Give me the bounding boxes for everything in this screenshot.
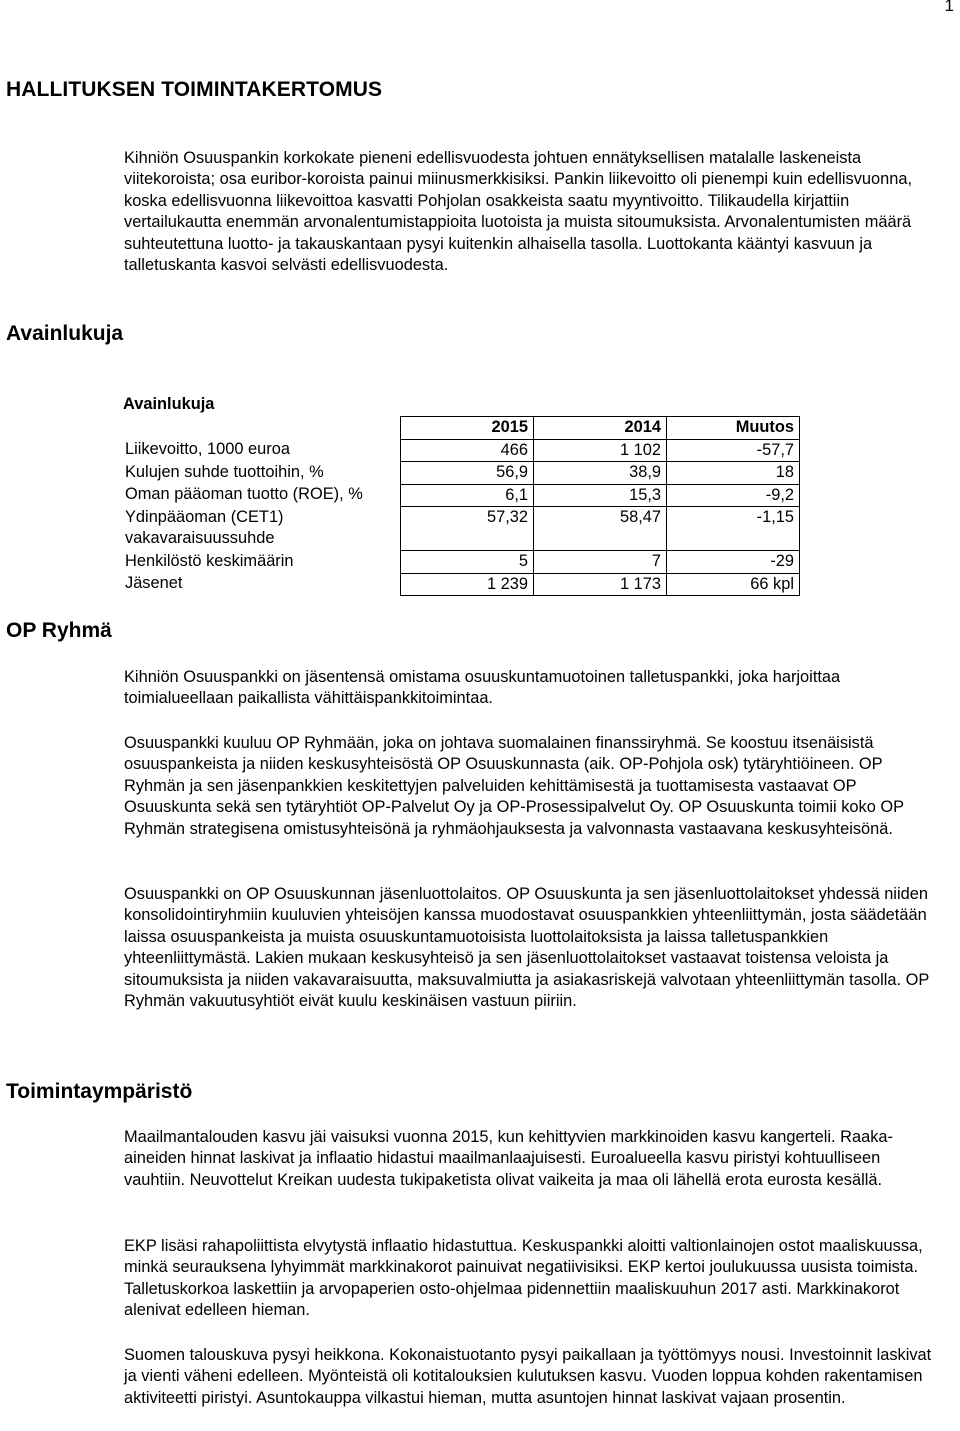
cell-2014: 7 — [534, 551, 667, 574]
section-text-avainlukuja — [124, 148, 940, 276]
paragraph: Osuuspankki kuuluu OP Ryhmään, joka on johtava suomalainen finanssiryhmä. Se koostuu itsenäisistä osuuspankeista ja niiden keskusyhteisöstä OP Osuuskunnasta (aik. OP-Pohjola osk) tytäryhtiöineen. OP Ryhmän ja sen jäsenpankkien keskitettyjen palveluiden kehittämisestä ja tuottamisesta vastaavat OP Osuuskunta sekä sen tytäryhtiöt OP-Palvelut Oy ja OP-Prosessipalvelut Oy. OP Osuuskunta toimii koko OP Ryhmän strategisena omistusyhteisönä ja ryhmäohjauksesta ja valvonnasta vastaavana keskusyhteisönä. — [124, 734, 904, 838]
cell-2015: 466 — [401, 439, 534, 462]
cell-change: 66 kpl — [667, 573, 800, 596]
cell-2014: 58,47 — [534, 507, 667, 551]
row-label: Kulujen suhde tuottoihin, % — [125, 462, 324, 481]
cell-change: 18 — [667, 462, 800, 485]
cell-2014: 1 102 — [534, 439, 667, 462]
table-header-row — [123, 417, 800, 440]
section-text-toimintaymparisto-2 — [124, 1236, 940, 1322]
paragraph: Suomen talouskuva pysyi heikkona. Kokonaistuotanto pysyi paikallaan ja työttömyys nousi. Investoinnit laskivat ja vienti väheni edelleen. Myönteistä oli kotitalouksien kulutuksen kasvu. Vuoden loppua kohden rakentamisen aktiviteetti piristyi. Asuntokauppa vilkastui hieman, mutta asuntojen hinnat laskivat vajaan prosentin. — [124, 1346, 932, 1407]
table-row — [123, 484, 800, 507]
section-heading-op-ryhma: OP Ryhmä — [6, 619, 112, 642]
row-label: Ydinpääoman (CET1) vakavaraisuussuhde — [125, 507, 284, 547]
row-label: Henkilöstö keskimäärin — [125, 551, 294, 570]
cell-2015: 57,32 — [401, 507, 534, 551]
row-label: Liikevoitto, 1000 euroa — [125, 440, 290, 458]
table-title: Avainlukuja — [123, 395, 215, 413]
key-figures-table — [123, 416, 800, 596]
cell-2014: 1 173 — [534, 573, 667, 596]
key-figures-table-block — [123, 392, 803, 596]
cell-2015: 6,1 — [401, 484, 534, 507]
table-row — [123, 439, 800, 462]
paragraph: Maailmantalouden kasvu jäi vaisuksi vuonna 2015, kun kehittyvien markkinoiden kasvu kangerteli. Raaka-aineiden hinnat laskivat ja inflaatio hidastui maailmanlaajuisesti. Euroalueella kasvu piristyi kohtuulliseen vauhtiin. Neuvottelut Kreikan uudesta tukipaketista olivat vaikeita ja maa oli lähellä erota eurosta kesällä. — [124, 1128, 893, 1189]
table-row — [123, 507, 800, 551]
header-empty-cell — [123, 417, 401, 440]
header-muutos: Muutos — [667, 417, 800, 440]
cell-change: -1,15 — [667, 507, 800, 551]
row-label: Oman pääoman tuotto (ROE), % — [125, 485, 363, 503]
document-title: HALLITUKSEN TOIMINTAKERTOMUS — [6, 78, 383, 101]
paragraph: Osuuspankki on OP Osuuskunnan jäsenluottolaitos. OP Osuuskunta ja sen jäsenluottolaitokset yhdessä niiden konsolidointiryhmiin kuuluvien yhteisöjen kanssa muodostavat osuuspankkien yhteenliittymän, josta säädetään laissa osuuspankeista ja muista osuuskuntamuotoisista luottolaitoksista ja laissa talletuspankkien yhteenliittymästä. Lakien mukaan keskusyhteisö ja sen jäsenluottolaitokset vastaavat toistensa veloista ja sitoumuksista ja niiden vakavaraisuutta, maksuvalmiutta ja asiakasriskejä valvotaan yhteenliittymän tasolla. OP Ryhmän vakuutusyhtiöt eivät kuulu keskinäisen vastuun piiriin. — [124, 885, 930, 1011]
section-text-op-ryhma — [124, 667, 940, 710]
paragraph: EKP lisäsi rahapoliittista elvytystä inflaatio hidastuttua. Keskuspankki aloitti valtionlainojen ostot maaliskuussa, minkä seurauksena lyhyimmät markkinakorot painuivat negatiivisiksi. EKP kertoi joulukuussa uusista toimista. Talletuskorkoa laskettiin ja arvopaperien osto-ohjelmaa pidennettiin maaliskuuhun 2017 asti. Markkinakorot alenivat edelleen hieman. — [124, 1237, 923, 1320]
header-2015: 2015 — [401, 417, 534, 440]
row-label: Jäsenet — [125, 574, 183, 592]
cell-change: -9,2 — [667, 484, 800, 507]
table-row — [123, 462, 800, 485]
table-row — [123, 551, 800, 574]
section-heading-toimintaymparisto: Toimintaympäristö — [6, 1080, 193, 1103]
header-2014: 2014 — [534, 417, 667, 440]
cell-2015: 5 — [401, 551, 534, 574]
section-text-op-ryhma-2 — [124, 733, 940, 840]
cell-2014: 15,3 — [534, 484, 667, 507]
table-row — [123, 573, 800, 596]
section-heading-avainlukuja: Avainlukuja — [6, 322, 124, 345]
cell-2014: 38,9 — [534, 462, 667, 485]
cell-change: -29 — [667, 551, 800, 574]
cell-2015: 1 239 — [401, 573, 534, 596]
paragraph: Kihniön Osuuspankin korkokate pieneni edellisvuodesta johtuen ennätyksellisen matalalle laskeneista viitekoroista; osa euribor-koroista painui miinusmerkkisiksi. Pankin liikevoitto oli pienempi kuin edellisvuonna, koska edellisvuonna liikevoittoa kasvatti Pohjolan osakkeista saatu myyntivoitto. Tilikaudella kirjattiin vertailukautta enemmän arvonalentumistappioita luotoista ja muista sitoumuksista. Arvonalentumisten määrä suhteutettuna luotto- ja takauskantaan pysyi kuitenkin alhaisella tasolla. Luottokanta kääntyi kasvuun ja talletuskanta kasvoi selvästi edellisvuodesta. — [124, 149, 913, 275]
section-text-op-ryhma-3 — [124, 884, 940, 1012]
page-number: 1 — [944, 0, 954, 15]
cell-change: -57,7 — [667, 439, 800, 462]
section-text-toimintaymparisto-3 — [124, 1345, 940, 1409]
cell-2015: 56,9 — [401, 462, 534, 485]
paragraph: Kihniön Osuuspankki on jäsentensä omistama osuuskuntamuotoinen talletuspankki, joka harjoittaa toimialueellaan paikallista vähittäispankkitoimintaa. — [124, 668, 841, 708]
section-text-toimintaymparisto — [124, 1127, 940, 1191]
